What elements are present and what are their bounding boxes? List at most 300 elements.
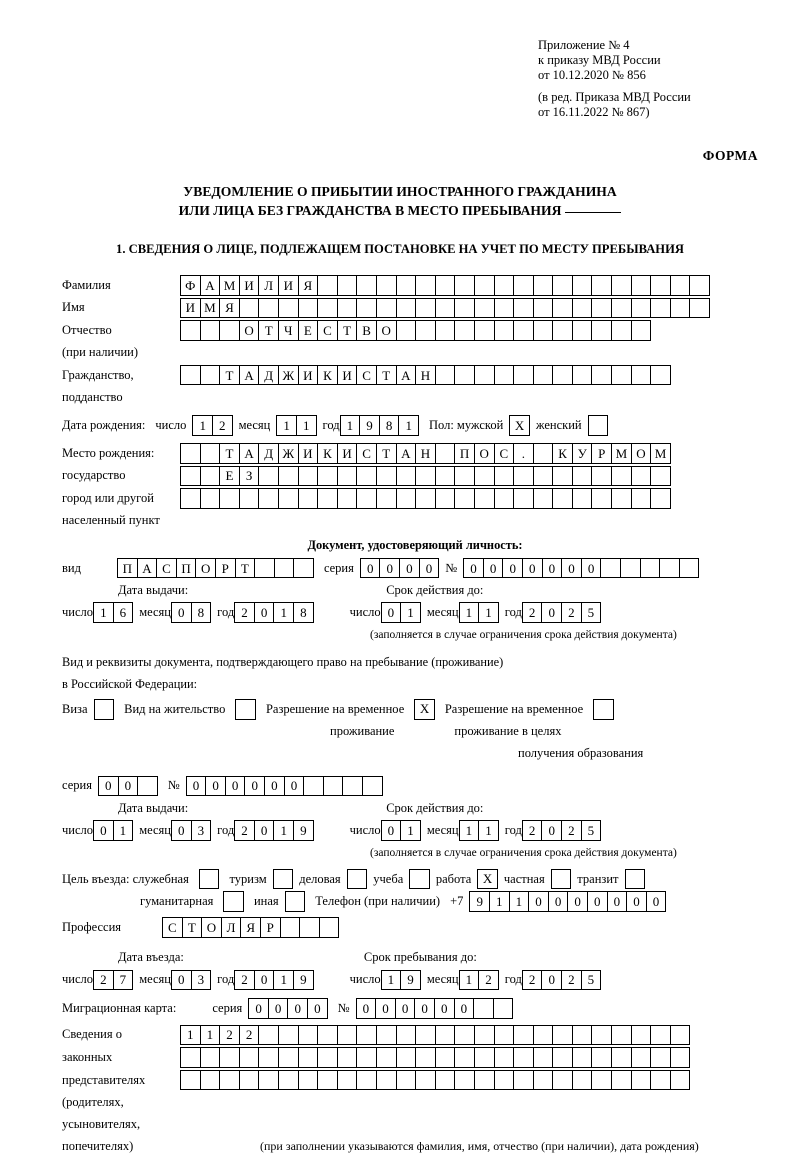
- char-cell[interactable]: И: [337, 443, 358, 464]
- char-cell[interactable]: С: [356, 443, 377, 464]
- char-cell[interactable]: [396, 320, 417, 341]
- char-cell[interactable]: 5: [581, 602, 602, 623]
- char-cell[interactable]: [650, 365, 671, 386]
- char-cell[interactable]: [600, 558, 621, 579]
- char-cell[interactable]: [254, 558, 275, 579]
- char-cell[interactable]: 0: [244, 776, 265, 797]
- char-cell[interactable]: 0: [483, 558, 504, 579]
- char-cell[interactable]: [415, 275, 436, 296]
- char-cell[interactable]: [356, 1047, 377, 1068]
- char-cell[interactable]: [474, 488, 495, 509]
- char-cell[interactable]: [631, 320, 652, 341]
- doc-issue-day-boxes[interactable]: [93, 602, 133, 623]
- char-cell[interactable]: [552, 275, 573, 296]
- char-cell[interactable]: И: [298, 365, 319, 386]
- char-cell[interactable]: 0: [264, 776, 285, 797]
- char-cell[interactable]: [180, 488, 201, 509]
- char-cell[interactable]: 0: [528, 891, 549, 912]
- char-cell[interactable]: 1: [192, 415, 213, 436]
- char-cell[interactable]: 1: [381, 970, 402, 991]
- char-cell[interactable]: [474, 466, 495, 487]
- char-cell[interactable]: Я: [298, 275, 319, 296]
- mcard-series-boxes[interactable]: [248, 998, 327, 1019]
- permit-issue-day-boxes[interactable]: [93, 820, 133, 841]
- char-cell[interactable]: [180, 443, 201, 464]
- birth-year-boxes[interactable]: [340, 415, 419, 436]
- doc-number-boxes[interactable]: [463, 558, 699, 579]
- char-cell[interactable]: Т: [258, 320, 279, 341]
- char-cell[interactable]: [337, 1025, 358, 1046]
- char-cell[interactable]: 1: [459, 820, 480, 841]
- char-cell[interactable]: [513, 298, 534, 319]
- char-cell[interactable]: Л: [258, 275, 279, 296]
- entry-month-boxes[interactable]: [171, 970, 211, 991]
- char-cell[interactable]: 0: [399, 558, 420, 579]
- char-cell[interactable]: [415, 320, 436, 341]
- char-cell[interactable]: [278, 488, 299, 509]
- char-cell[interactable]: [435, 320, 456, 341]
- char-cell[interactable]: 9: [293, 820, 314, 841]
- purpose-humanitarian-checkbox[interactable]: [223, 891, 244, 912]
- char-cell[interactable]: [396, 488, 417, 509]
- char-cell[interactable]: [631, 1070, 652, 1091]
- char-cell[interactable]: П: [176, 558, 197, 579]
- entry-year-boxes[interactable]: [234, 970, 313, 991]
- char-cell[interactable]: [317, 298, 338, 319]
- char-cell[interactable]: 1: [93, 602, 114, 623]
- char-cell[interactable]: [533, 298, 554, 319]
- char-cell[interactable]: О: [376, 320, 397, 341]
- char-cell[interactable]: [415, 1070, 436, 1091]
- temp-residence-checkbox[interactable]: Х: [414, 699, 435, 720]
- char-cell[interactable]: 2: [219, 1025, 240, 1046]
- char-cell[interactable]: [650, 275, 671, 296]
- char-cell[interactable]: О: [195, 558, 216, 579]
- char-cell[interactable]: [552, 298, 573, 319]
- char-cell[interactable]: [552, 320, 573, 341]
- char-cell[interactable]: Е: [298, 320, 319, 341]
- char-cell[interactable]: 1: [180, 1025, 201, 1046]
- char-cell[interactable]: 0: [502, 558, 523, 579]
- purpose-study-checkbox[interactable]: [409, 869, 430, 890]
- char-cell[interactable]: [298, 1070, 319, 1091]
- char-cell[interactable]: [293, 558, 314, 579]
- name-boxes[interactable]: [180, 298, 710, 319]
- char-cell[interactable]: 0: [171, 602, 192, 623]
- doc-valid-day-boxes[interactable]: [381, 602, 421, 623]
- char-cell[interactable]: Я: [219, 298, 240, 319]
- char-cell[interactable]: И: [337, 365, 358, 386]
- char-cell[interactable]: А: [239, 365, 260, 386]
- char-cell[interactable]: [298, 1047, 319, 1068]
- char-cell[interactable]: 9: [293, 970, 314, 991]
- char-cell[interactable]: [219, 320, 240, 341]
- char-cell[interactable]: Т: [235, 558, 256, 579]
- char-cell[interactable]: [572, 298, 593, 319]
- char-cell[interactable]: [415, 298, 436, 319]
- char-cell[interactable]: [278, 466, 299, 487]
- char-cell[interactable]: [337, 1047, 358, 1068]
- char-cell[interactable]: 1: [459, 970, 480, 991]
- permit-valid-day-boxes[interactable]: [381, 820, 421, 841]
- char-cell[interactable]: [474, 1025, 495, 1046]
- char-cell[interactable]: [317, 466, 338, 487]
- char-cell[interactable]: 0: [98, 776, 119, 797]
- char-cell[interactable]: [435, 1025, 456, 1046]
- char-cell[interactable]: [258, 1047, 279, 1068]
- char-cell[interactable]: [611, 275, 632, 296]
- legal-rep-row1-boxes[interactable]: [180, 1025, 690, 1046]
- char-cell[interactable]: А: [137, 558, 158, 579]
- char-cell[interactable]: Т: [219, 365, 240, 386]
- profession-boxes[interactable]: [162, 917, 339, 938]
- char-cell[interactable]: [180, 365, 201, 386]
- surname-boxes[interactable]: [180, 275, 710, 296]
- char-cell[interactable]: 1: [509, 891, 530, 912]
- char-cell[interactable]: [396, 1025, 417, 1046]
- char-cell[interactable]: 1: [400, 820, 421, 841]
- char-cell[interactable]: 0: [287, 998, 308, 1019]
- char-cell[interactable]: К: [552, 443, 573, 464]
- char-cell[interactable]: [513, 275, 534, 296]
- char-cell[interactable]: 1: [113, 820, 134, 841]
- sex-male-checkbox[interactable]: Х: [509, 415, 530, 436]
- char-cell[interactable]: 2: [93, 970, 114, 991]
- char-cell[interactable]: [239, 488, 260, 509]
- char-cell[interactable]: С: [356, 365, 377, 386]
- patronymic-boxes[interactable]: [180, 320, 651, 341]
- char-cell[interactable]: 3: [191, 820, 212, 841]
- char-cell[interactable]: П: [454, 443, 475, 464]
- char-cell[interactable]: [435, 443, 456, 464]
- char-cell[interactable]: [219, 1070, 240, 1091]
- char-cell[interactable]: С: [162, 917, 183, 938]
- char-cell[interactable]: [494, 1047, 515, 1068]
- char-cell[interactable]: 0: [419, 558, 440, 579]
- char-cell[interactable]: [533, 1025, 554, 1046]
- char-cell[interactable]: 0: [542, 558, 563, 579]
- char-cell[interactable]: 2: [561, 820, 582, 841]
- char-cell[interactable]: [650, 466, 671, 487]
- char-cell[interactable]: [239, 1047, 260, 1068]
- char-cell[interactable]: [650, 1047, 671, 1068]
- char-cell[interactable]: [454, 1047, 475, 1068]
- char-cell[interactable]: [337, 488, 358, 509]
- char-cell[interactable]: [356, 488, 377, 509]
- char-cell[interactable]: [650, 1070, 671, 1091]
- char-cell[interactable]: 8: [293, 602, 314, 623]
- char-cell[interactable]: 0: [248, 998, 269, 1019]
- char-cell[interactable]: Р: [260, 917, 281, 938]
- char-cell[interactable]: 9: [469, 891, 490, 912]
- char-cell[interactable]: [323, 776, 344, 797]
- char-cell[interactable]: Т: [182, 917, 203, 938]
- char-cell[interactable]: [650, 488, 671, 509]
- char-cell[interactable]: [396, 298, 417, 319]
- char-cell[interactable]: 1: [398, 415, 419, 436]
- permit-series-boxes[interactable]: [98, 776, 158, 797]
- char-cell[interactable]: 1: [489, 891, 510, 912]
- char-cell[interactable]: 0: [356, 998, 377, 1019]
- char-cell[interactable]: [533, 320, 554, 341]
- char-cell[interactable]: Ж: [278, 365, 299, 386]
- char-cell[interactable]: [376, 298, 397, 319]
- char-cell[interactable]: [200, 443, 221, 464]
- char-cell[interactable]: [552, 1070, 573, 1091]
- char-cell[interactable]: [317, 1025, 338, 1046]
- char-cell[interactable]: [591, 488, 612, 509]
- char-cell[interactable]: Ф: [180, 275, 201, 296]
- char-cell[interactable]: 0: [93, 820, 114, 841]
- char-cell[interactable]: [454, 1025, 475, 1046]
- char-cell[interactable]: [533, 1047, 554, 1068]
- char-cell[interactable]: О: [631, 443, 652, 464]
- char-cell[interactable]: [611, 488, 632, 509]
- char-cell[interactable]: Р: [215, 558, 236, 579]
- permit-valid-year-boxes[interactable]: [522, 820, 601, 841]
- char-cell[interactable]: [317, 1070, 338, 1091]
- char-cell[interactable]: [631, 1047, 652, 1068]
- char-cell[interactable]: [342, 776, 363, 797]
- char-cell[interactable]: [219, 1047, 240, 1068]
- char-cell[interactable]: [552, 1047, 573, 1068]
- char-cell[interactable]: А: [200, 275, 221, 296]
- char-cell[interactable]: [552, 1025, 573, 1046]
- char-cell[interactable]: [670, 1025, 691, 1046]
- char-cell[interactable]: [376, 275, 397, 296]
- char-cell[interactable]: [454, 466, 475, 487]
- char-cell[interactable]: 2: [234, 820, 255, 841]
- char-cell[interactable]: 0: [186, 776, 207, 797]
- char-cell[interactable]: [494, 1025, 515, 1046]
- char-cell[interactable]: 0: [587, 891, 608, 912]
- char-cell[interactable]: [631, 466, 652, 487]
- char-cell[interactable]: 2: [234, 970, 255, 991]
- char-cell[interactable]: М: [219, 275, 240, 296]
- char-cell[interactable]: [454, 275, 475, 296]
- char-cell[interactable]: [493, 998, 514, 1019]
- char-cell[interactable]: [670, 1047, 691, 1068]
- char-cell[interactable]: [572, 365, 593, 386]
- char-cell[interactable]: [454, 1070, 475, 1091]
- char-cell[interactable]: С: [494, 443, 515, 464]
- char-cell[interactable]: [494, 1070, 515, 1091]
- citizenship-boxes[interactable]: [180, 365, 671, 386]
- char-cell[interactable]: .: [513, 443, 534, 464]
- char-cell[interactable]: [533, 1070, 554, 1091]
- char-cell[interactable]: [278, 1025, 299, 1046]
- char-cell[interactable]: [631, 488, 652, 509]
- char-cell[interactable]: [533, 466, 554, 487]
- char-cell[interactable]: 0: [541, 820, 562, 841]
- char-cell[interactable]: [303, 776, 324, 797]
- char-cell[interactable]: А: [239, 443, 260, 464]
- char-cell[interactable]: [591, 466, 612, 487]
- visa-checkbox[interactable]: [94, 699, 115, 720]
- phone-boxes[interactable]: [469, 891, 666, 912]
- char-cell[interactable]: 1: [400, 602, 421, 623]
- char-cell[interactable]: 8: [191, 602, 212, 623]
- char-cell[interactable]: [513, 466, 534, 487]
- char-cell[interactable]: 9: [400, 970, 421, 991]
- char-cell[interactable]: [454, 488, 475, 509]
- char-cell[interactable]: [274, 558, 295, 579]
- mcard-number-boxes[interactable]: [356, 998, 514, 1019]
- char-cell[interactable]: [298, 298, 319, 319]
- char-cell[interactable]: [591, 275, 612, 296]
- char-cell[interactable]: [474, 365, 495, 386]
- char-cell[interactable]: [473, 998, 494, 1019]
- char-cell[interactable]: [239, 1070, 260, 1091]
- char-cell[interactable]: [631, 275, 652, 296]
- char-cell[interactable]: [533, 488, 554, 509]
- sex-female-checkbox[interactable]: [588, 415, 609, 436]
- char-cell[interactable]: [533, 275, 554, 296]
- residence-permit-checkbox[interactable]: [235, 699, 256, 720]
- char-cell[interactable]: 0: [254, 820, 275, 841]
- char-cell[interactable]: [180, 320, 201, 341]
- char-cell[interactable]: Е: [219, 466, 240, 487]
- char-cell[interactable]: [278, 1070, 299, 1091]
- char-cell[interactable]: Ж: [278, 443, 299, 464]
- permit-issue-year-boxes[interactable]: [234, 820, 313, 841]
- char-cell[interactable]: 0: [454, 998, 475, 1019]
- char-cell[interactable]: [180, 466, 201, 487]
- char-cell[interactable]: [280, 917, 301, 938]
- char-cell[interactable]: [572, 1047, 593, 1068]
- char-cell[interactable]: 0: [541, 602, 562, 623]
- char-cell[interactable]: [258, 488, 279, 509]
- char-cell[interactable]: [278, 298, 299, 319]
- char-cell[interactable]: 0: [381, 820, 402, 841]
- char-cell[interactable]: [670, 298, 691, 319]
- char-cell[interactable]: [454, 320, 475, 341]
- char-cell[interactable]: [611, 466, 632, 487]
- char-cell[interactable]: О: [239, 320, 260, 341]
- char-cell[interactable]: [533, 365, 554, 386]
- char-cell[interactable]: [513, 1070, 534, 1091]
- char-cell[interactable]: [591, 365, 612, 386]
- char-cell[interactable]: [650, 298, 671, 319]
- char-cell[interactable]: [258, 466, 279, 487]
- char-cell[interactable]: [494, 365, 515, 386]
- char-cell[interactable]: [591, 320, 612, 341]
- char-cell[interactable]: 6: [113, 602, 134, 623]
- char-cell[interactable]: [611, 1070, 632, 1091]
- char-cell[interactable]: [513, 1047, 534, 1068]
- char-cell[interactable]: 1: [296, 415, 317, 436]
- char-cell[interactable]: [454, 365, 475, 386]
- char-cell[interactable]: Т: [376, 365, 397, 386]
- char-cell[interactable]: 0: [607, 891, 628, 912]
- doc-issue-month-boxes[interactable]: [171, 602, 211, 623]
- char-cell[interactable]: 0: [581, 558, 602, 579]
- char-cell[interactable]: Д: [258, 443, 279, 464]
- purpose-official-checkbox[interactable]: [199, 869, 220, 890]
- char-cell[interactable]: [317, 275, 338, 296]
- char-cell[interactable]: [474, 1047, 495, 1068]
- char-cell[interactable]: [376, 1025, 397, 1046]
- char-cell[interactable]: [376, 488, 397, 509]
- permit-valid-month-boxes[interactable]: [459, 820, 499, 841]
- char-cell[interactable]: [415, 488, 436, 509]
- char-cell[interactable]: 0: [379, 558, 400, 579]
- char-cell[interactable]: 7: [113, 970, 134, 991]
- char-cell[interactable]: 3: [191, 970, 212, 991]
- char-cell[interactable]: [513, 365, 534, 386]
- char-cell[interactable]: 1: [273, 820, 294, 841]
- purpose-transit-checkbox[interactable]: [625, 869, 646, 890]
- legal-rep-row3-boxes[interactable]: [180, 1070, 690, 1091]
- purpose-tourism-checkbox[interactable]: [273, 869, 294, 890]
- char-cell[interactable]: [591, 298, 612, 319]
- char-cell[interactable]: И: [239, 275, 260, 296]
- char-cell[interactable]: [474, 275, 495, 296]
- char-cell[interactable]: [435, 275, 456, 296]
- char-cell[interactable]: 8: [379, 415, 400, 436]
- char-cell[interactable]: 0: [541, 970, 562, 991]
- char-cell[interactable]: З: [239, 466, 260, 487]
- char-cell[interactable]: [200, 466, 221, 487]
- char-cell[interactable]: [513, 1025, 534, 1046]
- char-cell[interactable]: [513, 320, 534, 341]
- char-cell[interactable]: [494, 488, 515, 509]
- char-cell[interactable]: [396, 275, 417, 296]
- char-cell[interactable]: 0: [171, 820, 192, 841]
- char-cell[interactable]: 1: [478, 602, 499, 623]
- char-cell[interactable]: [591, 1025, 612, 1046]
- doc-valid-month-boxes[interactable]: [459, 602, 499, 623]
- char-cell[interactable]: 0: [268, 998, 289, 1019]
- char-cell[interactable]: [670, 275, 691, 296]
- char-cell[interactable]: [591, 1070, 612, 1091]
- char-cell[interactable]: 0: [375, 998, 396, 1019]
- char-cell[interactable]: [337, 298, 358, 319]
- char-cell[interactable]: [356, 1070, 377, 1091]
- char-cell[interactable]: 2: [522, 602, 543, 623]
- char-cell[interactable]: 0: [225, 776, 246, 797]
- char-cell[interactable]: [533, 443, 554, 464]
- char-cell[interactable]: 2: [234, 602, 255, 623]
- char-cell[interactable]: [200, 365, 221, 386]
- char-cell[interactable]: 0: [548, 891, 569, 912]
- birth-month-boxes[interactable]: [276, 415, 316, 436]
- char-cell[interactable]: [572, 1025, 593, 1046]
- char-cell[interactable]: П: [117, 558, 138, 579]
- char-cell[interactable]: О: [201, 917, 222, 938]
- char-cell[interactable]: [180, 1070, 201, 1091]
- char-cell[interactable]: [552, 488, 573, 509]
- char-cell[interactable]: 0: [463, 558, 484, 579]
- stay-year-boxes[interactable]: [522, 970, 601, 991]
- char-cell[interactable]: [689, 275, 710, 296]
- char-cell[interactable]: [611, 1047, 632, 1068]
- char-cell[interactable]: [572, 466, 593, 487]
- char-cell[interactable]: [200, 1070, 221, 1091]
- char-cell[interactable]: 0: [307, 998, 328, 1019]
- char-cell[interactable]: [611, 1025, 632, 1046]
- char-cell[interactable]: И: [278, 275, 299, 296]
- char-cell[interactable]: [435, 365, 456, 386]
- char-cell[interactable]: [396, 1070, 417, 1091]
- char-cell[interactable]: [376, 466, 397, 487]
- char-cell[interactable]: 1: [459, 602, 480, 623]
- char-cell[interactable]: 2: [522, 820, 543, 841]
- char-cell[interactable]: М: [200, 298, 221, 319]
- char-cell[interactable]: [513, 488, 534, 509]
- purpose-business-checkbox[interactable]: [347, 869, 368, 890]
- char-cell[interactable]: [258, 1070, 279, 1091]
